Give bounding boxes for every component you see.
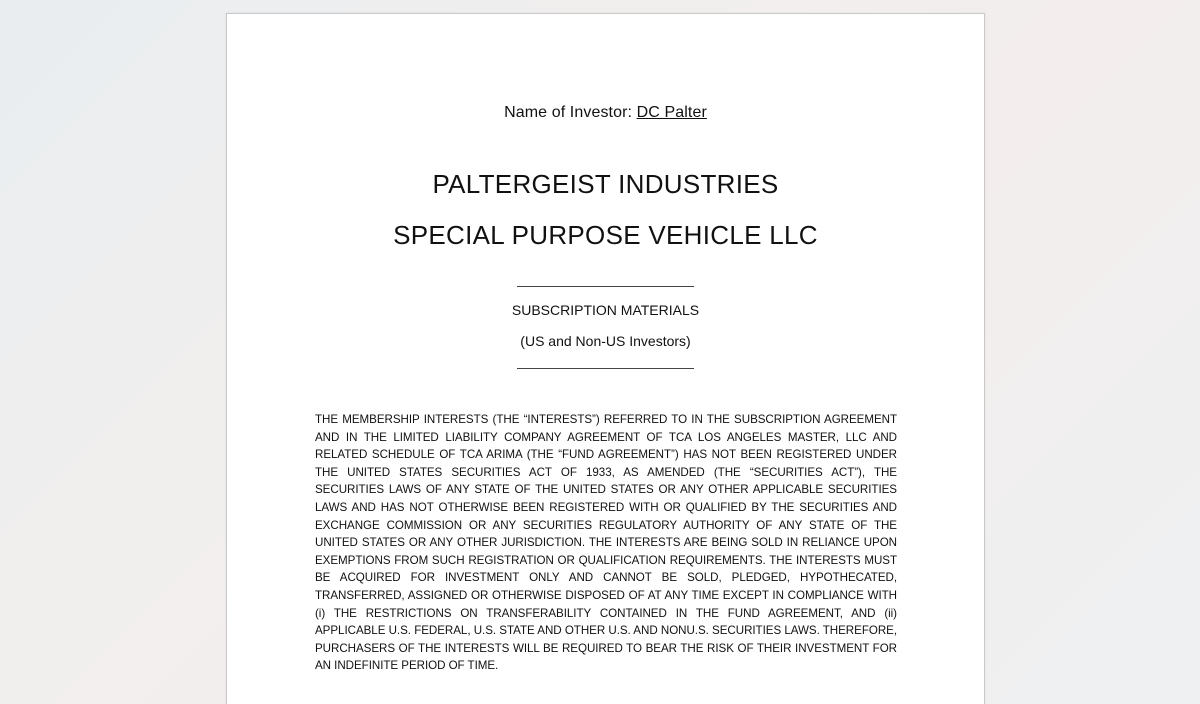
document-title-line-2: SPECIAL PURPOSE VEHICLE LLC [393, 220, 818, 250]
investor-name: DC Palter [636, 104, 707, 121]
subtitle-note: (US and Non-US Investors) [520, 333, 691, 349]
top-divider [517, 286, 694, 287]
investor-label: Name of Investor: [504, 104, 633, 121]
document-title-line-1: PALTERGEIST INDUSTRIES [432, 169, 779, 199]
bottom-divider [517, 368, 694, 369]
securities-legend: THE MEMBERSHIP INTERESTS (THE “INTERESTS”) REFERRED TO IN THE SUBSCRIPTION AGREEMENT AND IN THE LIMITED LIABILITY COMPANY AGREEMENT OF TCA LOS ANGELES MASTER, LLC AND RELATED SCHEDULE OF TCA ARIMA (THE “FUND AGREEMENT”) HAS NOT BEEN REGISTERED UNDER THE UNITED STATES SECURITIES ACT OF 1933, AS AMENDED (THE “SECURITIES ACT”), THE SECURITIES LAWS OF ANY STATE OF THE UNITED STATES OR ANY OTHER APPLICABLE SECURITIES LAWS AND HAS NOT OTHERWISE BEEN REGISTERED WITH OR QUALIFIED BY THE SECURITIES AND EXCHANGE COMMISSION OR ANY SECURITIES REGULATORY AUTHORITY OF ANY STATE OF THE UNITED STATES OR ANY OTHER JURISDICTION. THE INTERESTS ARE BEING SOLD IN RELIANCE UPON EXEMPTIONS FROM SUCH REGISTRATION OR QUALIFICATION REQUIREMENTS. THE INTERESTS MUST BE ACQUIRED FOR INVESTMENT ONLY AND CANNOT BE SOLD, PLEDGED, HYPOTHECATED, TRANSFERRED, ASSIGNED OR OTHERWISE DISPOSED OF AT ANY TIME EXCEPT IN COMPLIANCE WITH (i) THE RESTRICTIONS ON TRANSFERABILITY CONTAINED IN THE FUND AGREEMENT, AND (ii) APPLICABLE U.S. FEDERAL, U.S. STATE AND OTHER U.S. AND NONU.S. SECURITIES LAWS. THEREFORE, PURCHASERS OF THE INTERESTS WILL BE REQUIRED TO BEAR THE RISK OF THEIR INVESTMENT FOR AN INDEFINITE PERIOD OF TIME. [315, 413, 897, 673]
subtitle: SUBSCRIPTION MATERIALS [511, 302, 700, 318]
document-page [226, 13, 985, 704]
investor-line [227, 104, 984, 122]
